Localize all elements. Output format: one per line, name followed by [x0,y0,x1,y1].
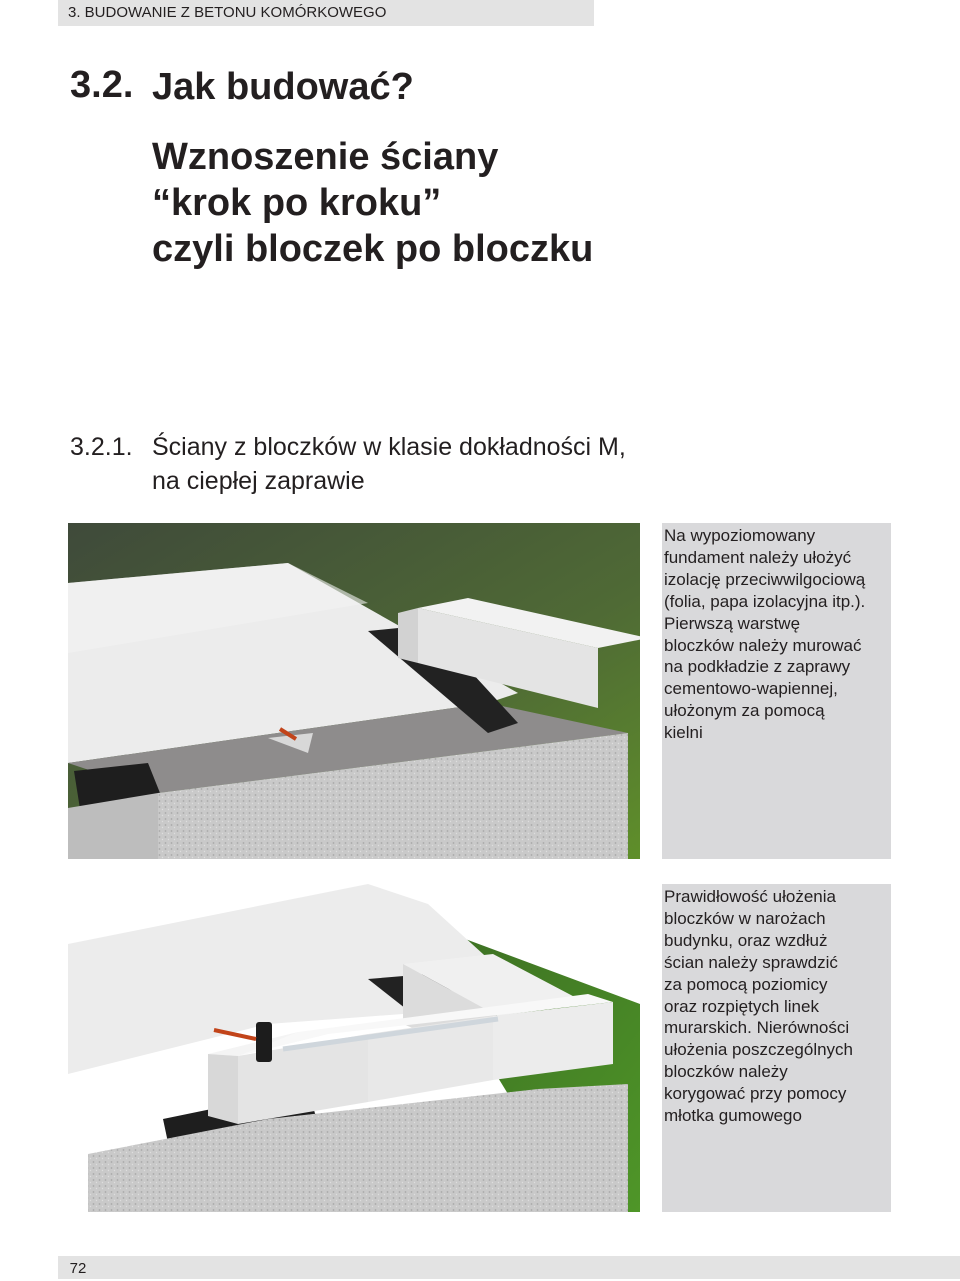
page-number: 72 [69,1260,87,1277]
caption-line: Prawidłowość ułożenia [664,887,836,906]
subsection-title-line: Ściany z bloczków w klasie dokładności M, [152,433,626,461]
chapter-title: 3. BUDOWANIE Z BETONU KOMÓRKOWEGO [68,4,387,21]
caption-line: fundament należy ułożyć [664,547,852,567]
section-number: 3.2. [70,64,134,106]
caption-line: bloczków w narożach [664,908,826,928]
subsection-title-line: na ciepłej zaprawie [152,467,365,495]
caption-line: młotka gumowego [664,1106,802,1126]
figure-2-caption [662,884,891,1212]
caption-line: bloczków należy murować [664,635,862,655]
figure-1-caption [662,523,891,859]
section-subtitle-line: czyli bloczek po bloczku [152,228,594,270]
caption-line: ścian należy sprawdzić [664,952,838,972]
caption-line: (folia, papa izolacyjna itp.). [664,591,866,611]
section-title: Jak budować? [152,66,414,108]
caption-line: ułożenia poszczególnych [664,1040,854,1060]
subsection-title [152,430,626,498]
caption-line: budynku, oraz wzdłuż [664,930,828,950]
section-subtitle-line: Wznoszenie ściany [152,136,499,178]
caption-line: kielni [664,723,703,743]
block-wall-illustration [68,884,640,1212]
footer-bar [58,1256,960,1279]
caption-line: izolację przeciwwilgociową [664,569,866,589]
caption-line: cementowo-wapiennej, [664,679,838,699]
caption-line: murarskich. Nierówności [664,1018,850,1038]
caption-line: Na wypoziomowany [664,526,816,545]
foundation-illustration [68,523,640,859]
subsection-number: 3.2.1. [70,433,133,461]
caption-line: za pomocą poziomicy [664,974,828,994]
caption-line: ułożonym za pomocą [664,701,825,721]
chapter-header [58,0,594,26]
caption-line: korygować przy pomocy [664,1084,847,1104]
caption-line: na podkładzie z zaprawy [664,657,851,677]
caption-line: oraz rozpiętych linek [664,996,819,1016]
section-subtitle-line: “krok po kroku” [152,182,442,224]
caption-line: Pierwszą warstwę [664,613,801,633]
caption-line: bloczków należy [664,1062,788,1082]
